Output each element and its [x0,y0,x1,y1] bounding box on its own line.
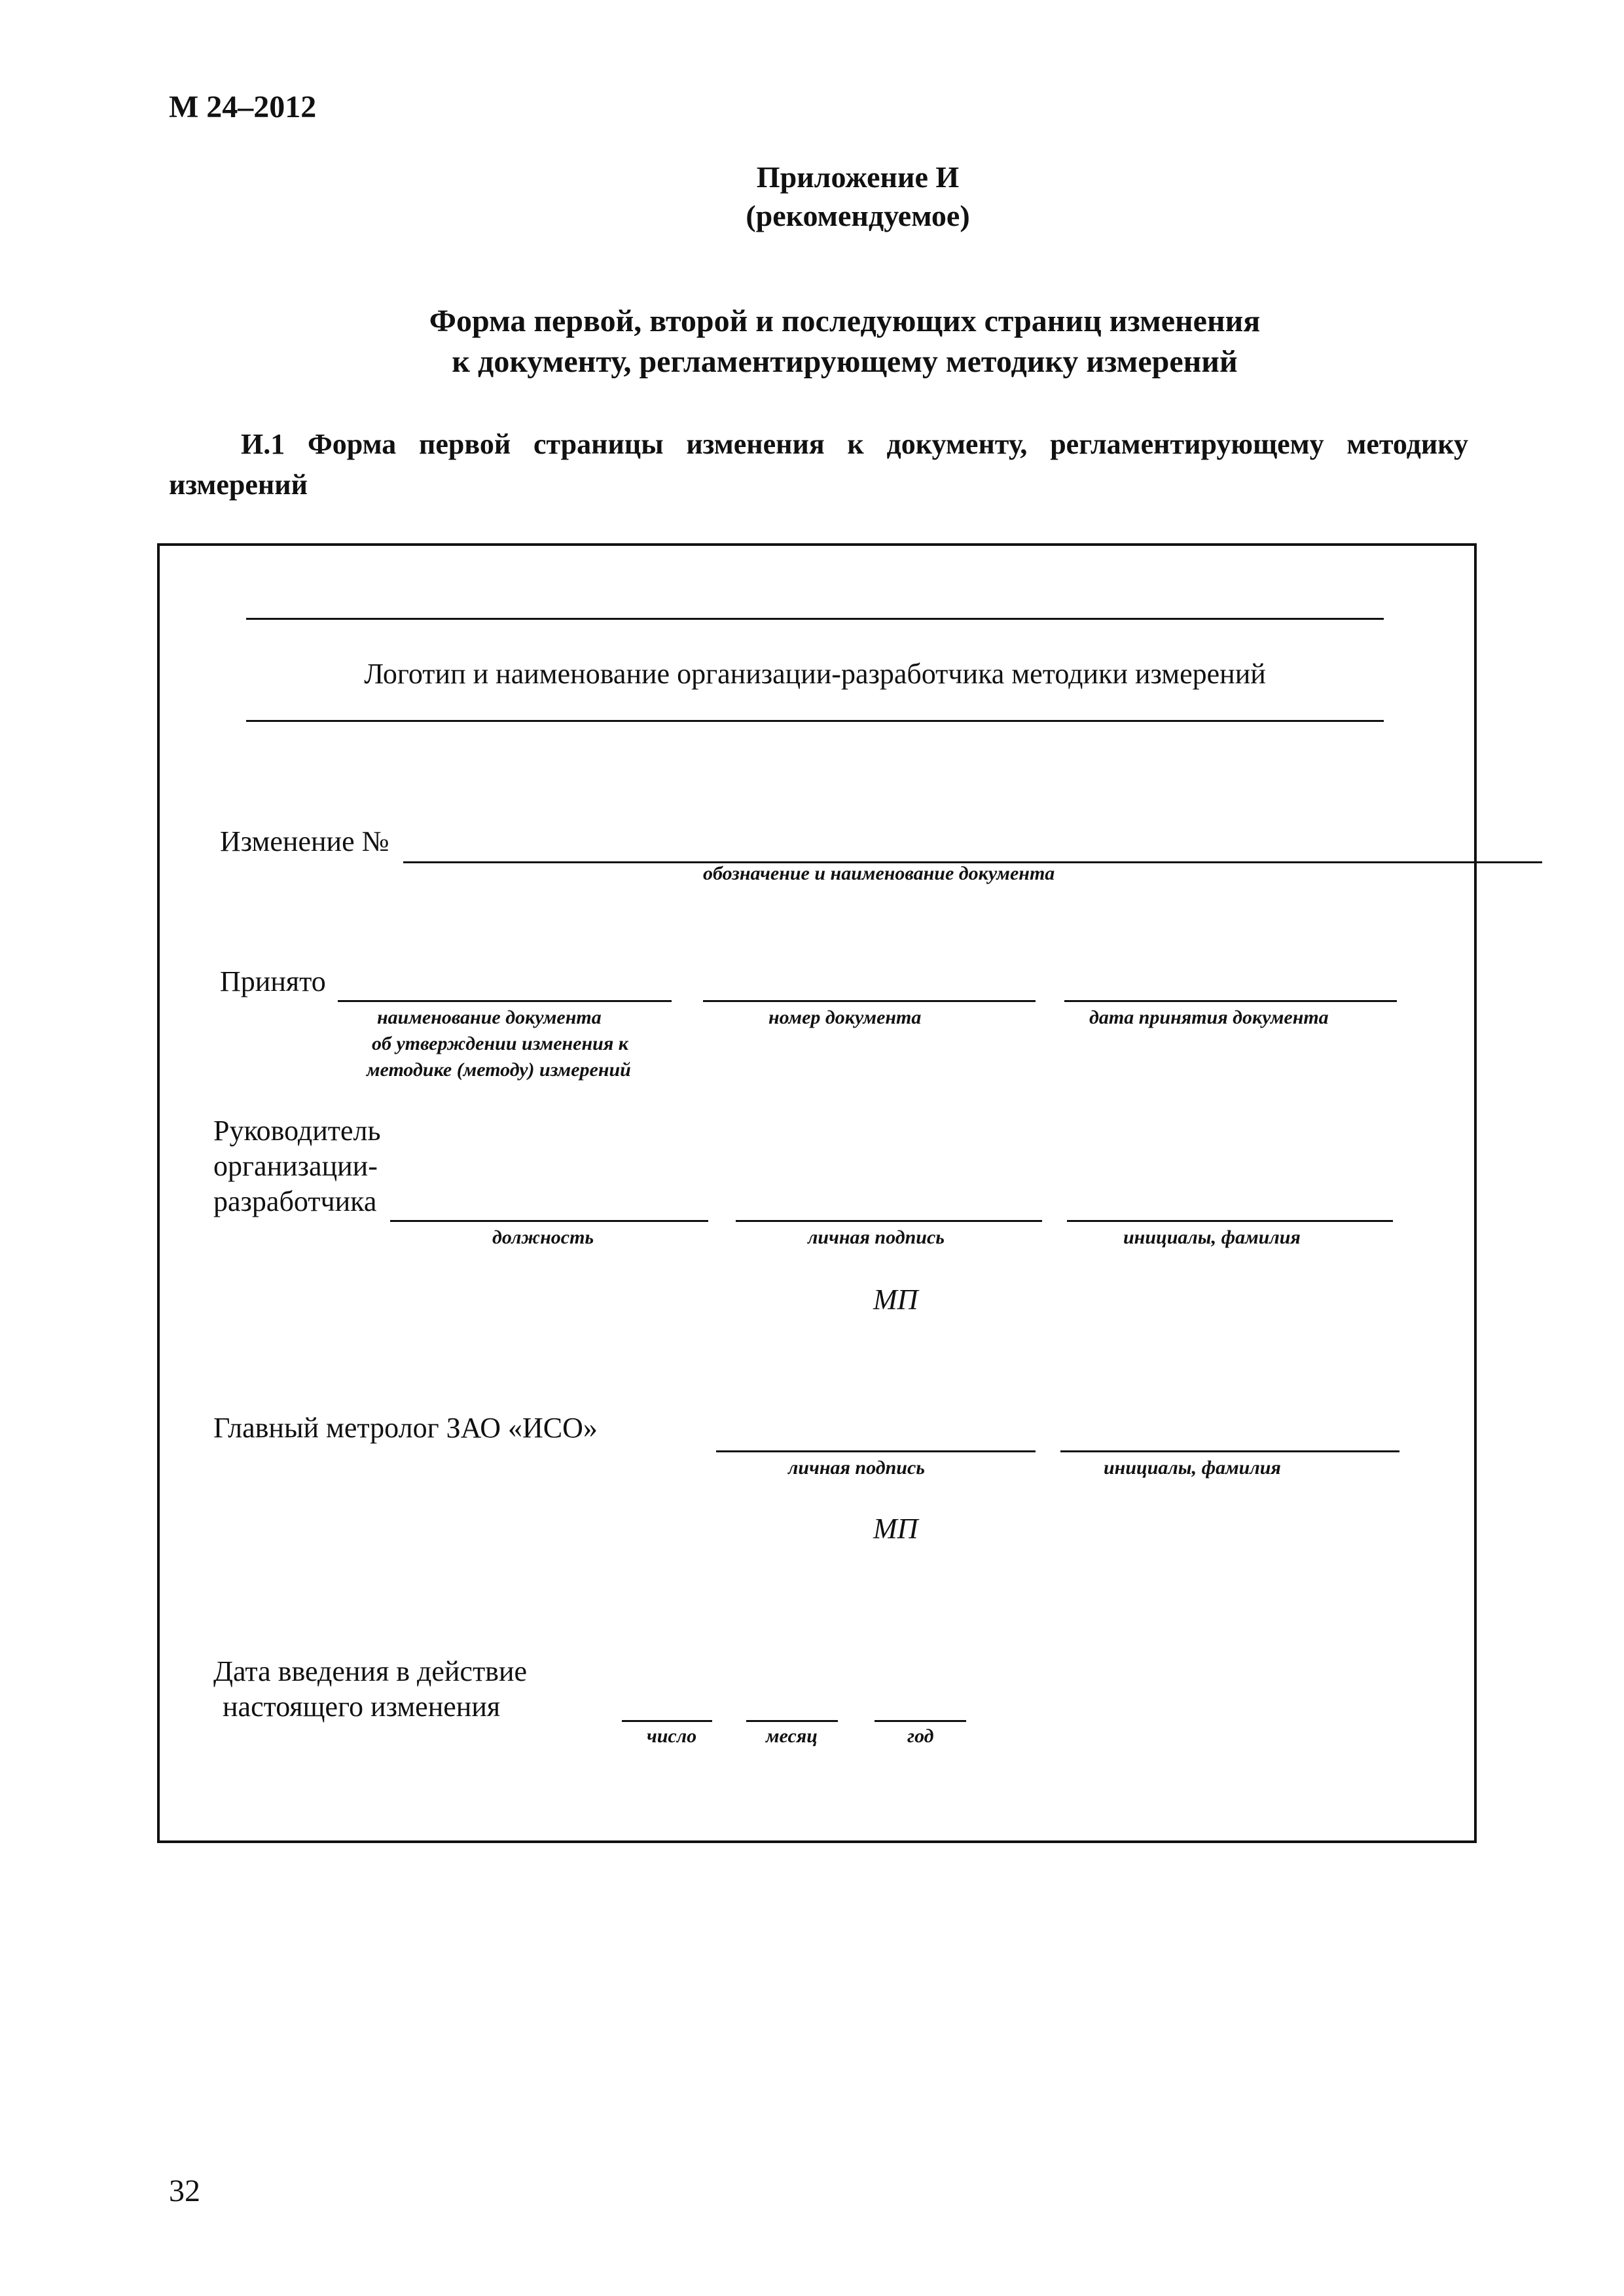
initials-caption: инициалы, фамилия [1123,1227,1301,1248]
logo-label: Логотип и наименование организации-разработчика методики измерений [364,658,1266,690]
stamp-placeholder-2: МП [873,1513,918,1545]
form-title [0,301,1624,382]
logo-bottom-line [246,720,1384,722]
change-caption: обозначение и наименование документа [703,863,1055,884]
metrologist-initials-line [1060,1450,1399,1452]
accepted-doc-line [338,1000,672,1002]
effective-label-line-1: Дата введения в действие [213,1655,528,1687]
head-label-line-2: организации- [213,1150,378,1182]
doc-date-caption: дата принятия документа [1089,1007,1329,1028]
month-line [746,1720,838,1722]
year-caption: год [907,1725,934,1747]
logo-top-line [246,618,1384,620]
year-line [875,1720,966,1722]
appendix-subtitle: (рекомендуемое) [746,199,970,232]
metrologist-label: Главный метролог ЗАО «ИСО» [213,1412,598,1444]
accepted-date-line [1064,1000,1397,1002]
signature-caption: личная подпись [808,1227,945,1248]
appendix-title: Приложение И [756,160,960,194]
metrologist-signature-caption: личная подпись [788,1457,926,1479]
metrologist-initials-caption: инициалы, фамилия [1104,1457,1281,1479]
position-caption: должность [492,1227,594,1248]
form-title-line-2: к документу, регламентирующему методику измерений [452,344,1238,379]
initials-line [1067,1220,1393,1222]
position-line [390,1220,708,1222]
accepted-caption-line-2: об утверждении изменения к [372,1033,628,1054]
day-caption: число [647,1725,697,1747]
head-label-line-3: разработчика [213,1185,377,1217]
accepted-caption-line-3: методике (методу) измерений [367,1059,631,1081]
metrologist-signature-line [716,1450,1036,1452]
change-label: Изменение № [220,825,389,857]
accepted-label: Принято [220,965,326,997]
form-frame [157,543,1477,1843]
effective-label-line-2: настоящего изменения [223,1691,501,1723]
head-label-line-1: Руководитель [213,1115,381,1147]
day-line [622,1720,712,1722]
stamp-placeholder-1: МП [873,1283,918,1316]
signature-line [736,1220,1042,1222]
page-number: 32 [169,2174,200,2208]
month-caption: месяц [766,1725,818,1747]
document-code: М 24–2012 [169,90,317,124]
form-title-line-1: Форма первой, второй и последующих страниц изменения [429,304,1261,338]
accepted-caption-line-1: наименование документа [377,1007,602,1028]
section-heading: И.1 Форма первой страницы изменения к документу, регламентирующему методику измерений [169,428,1468,501]
doc-number-caption: номер документа [768,1007,922,1028]
accepted-number-line [703,1000,1036,1002]
